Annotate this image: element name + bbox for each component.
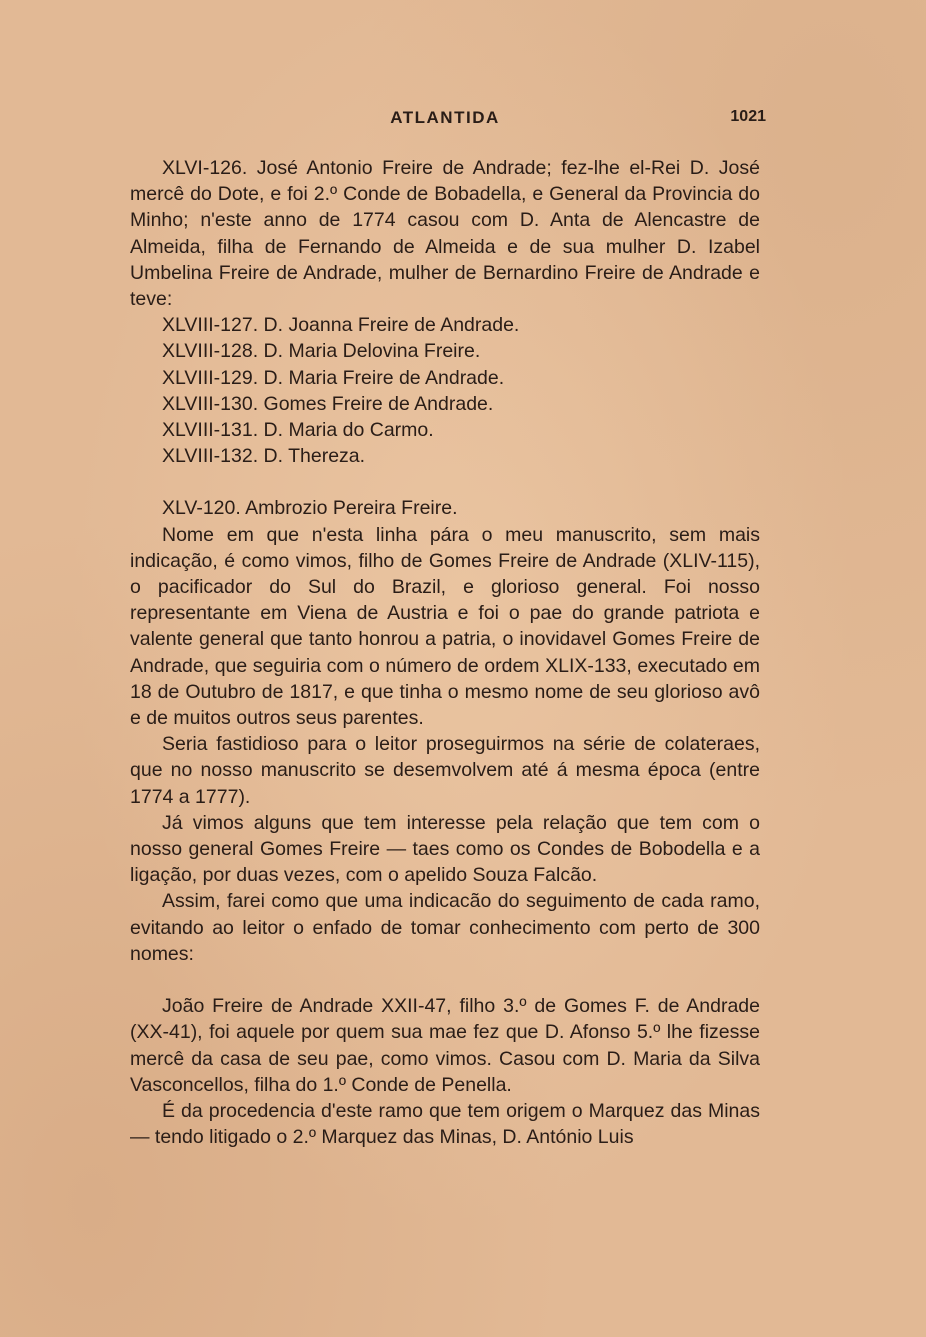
section-spacer	[130, 469, 760, 495]
paragraph-general: Já vimos alguns que tem interesse pela relação que tem com o nosso general Gomes Freire — taes como os Condes de Bobodella e a ligação, por duas vezes, com o apelido Souza Falcão.	[130, 811, 760, 887]
page-header	[130, 108, 766, 134]
paragraph-colaterais: Seria fastidioso para o leitor proseguirmos na série de colateraes, que no nosso manuscrito se desemvolvem até á mesma época (entre 1774 a 1777).	[130, 733, 760, 808]
child-entry: XLVIII-129. D. Maria Freire de Andrade.	[162, 366, 505, 389]
child-entry: XLVIII-128. D. Maria Delovina Freire.	[162, 340, 481, 363]
child-entry: XLVIII-130. Gomes Freire de Andrade.	[162, 392, 494, 415]
paragraph-joao-freire: João Freire de Andrade XXII-47, filho 3.º de Gomes F. de Andrade (XX-41), foi aquele por quem sua mae fez que D. Afonso 5.º lhe fizesse mercê da casa de seu pae, como vimos. Casou com D. Maria da Silva Vasconcellos, filha do 1.º Conde de Penella.	[130, 995, 760, 1096]
child-entry: XLVIII-132. D. Thereza.	[162, 445, 366, 468]
section-spacer	[130, 967, 760, 993]
child-entry: XLVIII-131. D. Maria do Carmo.	[162, 419, 434, 442]
entry-heading: XLV-120. Ambrozio Pereira Freire.	[162, 497, 458, 520]
paragraph-indicacao: Assim, farei como que uma indicacão do seguimento de cada ramo, evitando ao leitor o enfado de tomar conhecimento com perto de 300 nomes:	[130, 890, 760, 965]
paragraph-manuscript: Nome em que n'esta linha pára o meu manuscrito, sem mais indicação, é como vimos, filho de Gomes Freire de Andrade (XLIV-115), o pacificador do Sul do Brazil, e glorioso general. Foi nosso representante em Viena de Austria e foi o pae do grande patriota e valente general que tanto honrou a patria, o inovidavel Gomes Freire de Andrade, que seguiria com o número de ordem XLIX-133, executado em 18 de Outubro de 1817, e que tinha o mesmo nome de seu glorioso avô e de muitos outros seus parentes.	[130, 523, 760, 730]
paragraph-jose-antonio: XLVI-126. José Antonio Freire de Andrade; fez-lhe el-Rei D. José mercê do Dote, e foi 2.º Conde de Bobadella, e General da Provincia do Minho; n'este anno de 1774 casou com D. Anta de Alencastre de Almeida, filha de Fernando de Almeida e de sua mulher D. Izabel Umbelina Freire de Andrade, mulher de Bernardino Freire de Andrade e teve:	[130, 157, 760, 311]
paragraph-marquez: É da procedencia d'este ramo que tem origem o Marquez das Minas — tendo litigado o 2.º Marquez das Minas, D. António Luis	[130, 1099, 760, 1149]
page-number: 1021	[730, 108, 766, 125]
children-list	[130, 312, 760, 469]
running-title: ATLANTIDA	[390, 108, 500, 127]
child-entry: XLVIII-127. D. Joanna Freire de Andrade.	[162, 314, 520, 337]
body-text	[130, 155, 760, 1150]
